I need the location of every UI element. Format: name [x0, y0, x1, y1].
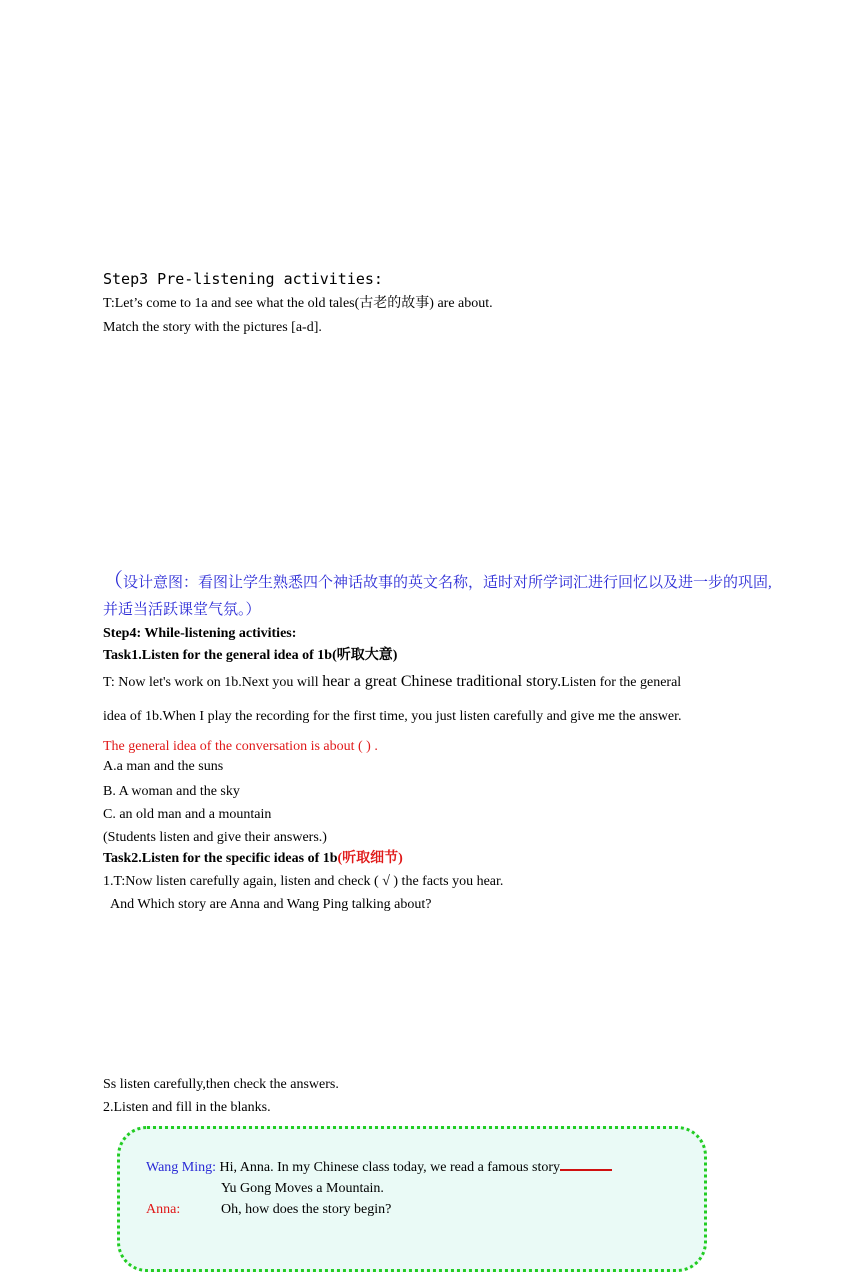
- speaker-anna: Anna:: [146, 1202, 181, 1217]
- teacher-line1-c: Listen for the general: [561, 675, 682, 690]
- task2-heading-chinese: (听取细节): [337, 851, 403, 866]
- dialogue-line-1: [146, 1157, 612, 1177]
- teacher-line1-b: hear a great Chinese traditional story.: [322, 673, 562, 690]
- task2-heading-text: Task2.Listen for the specific ideas of 1b: [103, 851, 338, 866]
- task1-heading-text: Task1.Listen for the general idea of 1b(: [103, 648, 337, 663]
- step3-line1-chinese: 古老的故事: [359, 296, 430, 311]
- check-instruction: 1.T:Now listen carefully again, listen and check ( √ ) the facts you hear.: [103, 874, 504, 889]
- step3-heading: Step3 Pre-listening activities:: [103, 270, 383, 288]
- dialogue-line-1-cont: Yu Gong Moves a Mountain.: [221, 1181, 384, 1196]
- dialogue-line-1-text: Hi, Anna. In my Chinese class today, we read a famous story: [216, 1160, 561, 1175]
- step3-line2: Match the story with the pictures [a-d].: [103, 320, 322, 335]
- design-intent: [103, 568, 783, 624]
- ss-check-note: Ss listen carefully,then check the answers.: [103, 1077, 339, 1092]
- which-story-question: And Which story are Anna and Wang Ping talking about?: [110, 897, 432, 912]
- option-b: B. A woman and the sky: [103, 784, 240, 799]
- fill-blanks-instruction: 2.Listen and fill in the blanks.: [103, 1100, 271, 1115]
- step4-heading: Step4: While-listening activities:: [103, 626, 297, 641]
- dialogue-box: [117, 1126, 707, 1272]
- design-intent-text: 设计意图：看图让学生熟悉四个神话故事的英文名称，适时对所学词汇进行回忆以及进一步的巩固, 并适当活跃课堂气氛。）: [103, 575, 772, 618]
- task1-heading: [103, 647, 397, 665]
- teacher-line1-a: T: Now let's work on 1b.Next you will: [103, 675, 323, 690]
- option-c: C. an old man and a mountain: [103, 807, 272, 822]
- task1-heading-close: ): [392, 648, 398, 663]
- step3-line1-text-end: ) are about.: [429, 296, 493, 311]
- dialogue-line-2: [146, 1201, 391, 1219]
- design-intent-paren: （: [103, 570, 123, 592]
- speaker-wang-ming: Wang Ming:: [146, 1160, 217, 1175]
- teacher-line2: idea of 1b.When I play the recording for the first time, you just listen carefully and give me the answer.: [103, 709, 682, 724]
- blank-1[interactable]: [560, 1157, 612, 1171]
- task1-heading-chinese: 听取大意: [336, 648, 393, 663]
- task2-heading: [103, 850, 403, 868]
- dialogue-line-2-text: Oh, how does the story begin?: [221, 1202, 392, 1217]
- option-a: A.a man and the suns: [103, 759, 224, 774]
- general-idea-question: The general idea of the conversation is about ( ) .: [103, 739, 378, 754]
- students-note: (Students listen and give their answers.): [103, 830, 327, 845]
- step3-line1-text: T:Let’s come to 1a and see what the old tales(: [103, 296, 360, 311]
- teacher-line1: [103, 673, 681, 692]
- step3-line1: [103, 295, 493, 313]
